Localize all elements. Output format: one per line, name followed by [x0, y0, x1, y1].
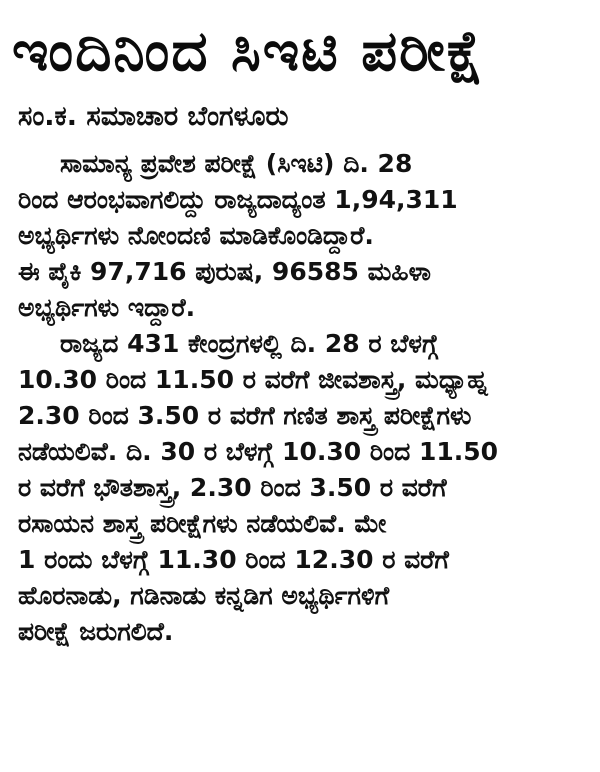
text-line: 1 ರಂದು ಬೆಳಗ್ಗೆ 11.30 ರಿಂದ 12.30 ರ ವರೆಗೆ — [18, 545, 449, 574]
text-line: ರಸಾಯನ ಶಾಸ್ತ್ರ ಪರೀಕ್ಷೆಗಳು ನಡೆಯಲಿವೆ. ಮೇ — [18, 509, 387, 538]
text-line: ನಡೆಯಲಿವೆ. ದಿ. 30 ರ ಬೆಳಗ್ಗೆ 10.30 ರಿಂದ 11.50 — [18, 437, 499, 466]
cropped-previous-line — [0, 0, 600, 10]
text-line: ರಾಜ್ಯದ 431 ಕೇಂದ್ರಗಳಲ್ಲಿ ದಿ. 28 ರ ಬೆಳಗ್ಗೆ — [60, 329, 438, 358]
text-line: ಸಾಮಾನ್ಯ ಪ್ರವೇಶ ಪರೀಕ್ಷೆ (ಸಿಇಟಿ) ದಿ. 28 — [60, 149, 413, 178]
text-line: ಅಭ್ಯರ್ಥಿಗಳು ನೋಂದಣಿ ಮಾಡಿಕೊಂಡಿದ್ದಾರೆ. — [18, 221, 374, 250]
text-line: ಅಭ್ಯರ್ಥಿಗಳು ಇದ್ದಾರೆ. — [18, 293, 196, 322]
text-line: 10.30 ರಿಂದ 11.50 ರ ವರೆಗೆ ಜೀವಶಾಸ್ತ್ರ, ಮಧ್ಯಾಹ್ನ — [18, 365, 488, 394]
text-line: ರಿಂದ ಆರಂಭವಾಗಲಿದ್ದು ರಾಜ್ಯದಾದ್ಯಂತ 1,94,311 — [18, 185, 458, 214]
text-line: ಪರೀಕ್ಷೆ ಜರುಗಲಿದೆ. — [18, 617, 174, 646]
paragraph-1 — [18, 146, 578, 326]
article-byline: ಸಂ.ಕ. ಸಮಾಚಾರ ಬೆಂಗಳೂರು — [18, 101, 289, 132]
paragraph-2 — [18, 326, 578, 650]
text-line: ಹೊರನಾಡು, ಗಡಿನಾಡು ಕನ್ನಡಿಗ ಅಭ್ಯರ್ಥಿಗಳಿಗೆ — [18, 581, 390, 610]
article-body — [18, 146, 578, 650]
text-line: ಈ ಪೈಕಿ 97,716 ಪುರುಷ, 96585 ಮಹಿಳಾ — [18, 257, 431, 286]
text-line: 2.30 ರಿಂದ 3.50 ರ ವರೆಗೆ ಗಣಿತ ಶಾಸ್ತ್ರ ಪರೀಕ್ಷೆಗಳು — [18, 401, 472, 430]
article-headline: ಇಂದಿನಿಂದ ಸಿಇಟಿ ಪರೀಕ್ಷೆ — [12, 19, 485, 84]
text-line: ರ ವರೆಗೆ ಭೌತಶಾಸ್ತ್ರ, 2.30 ರಿಂದ 3.50 ರ ವರೆಗೆ — [18, 473, 447, 502]
